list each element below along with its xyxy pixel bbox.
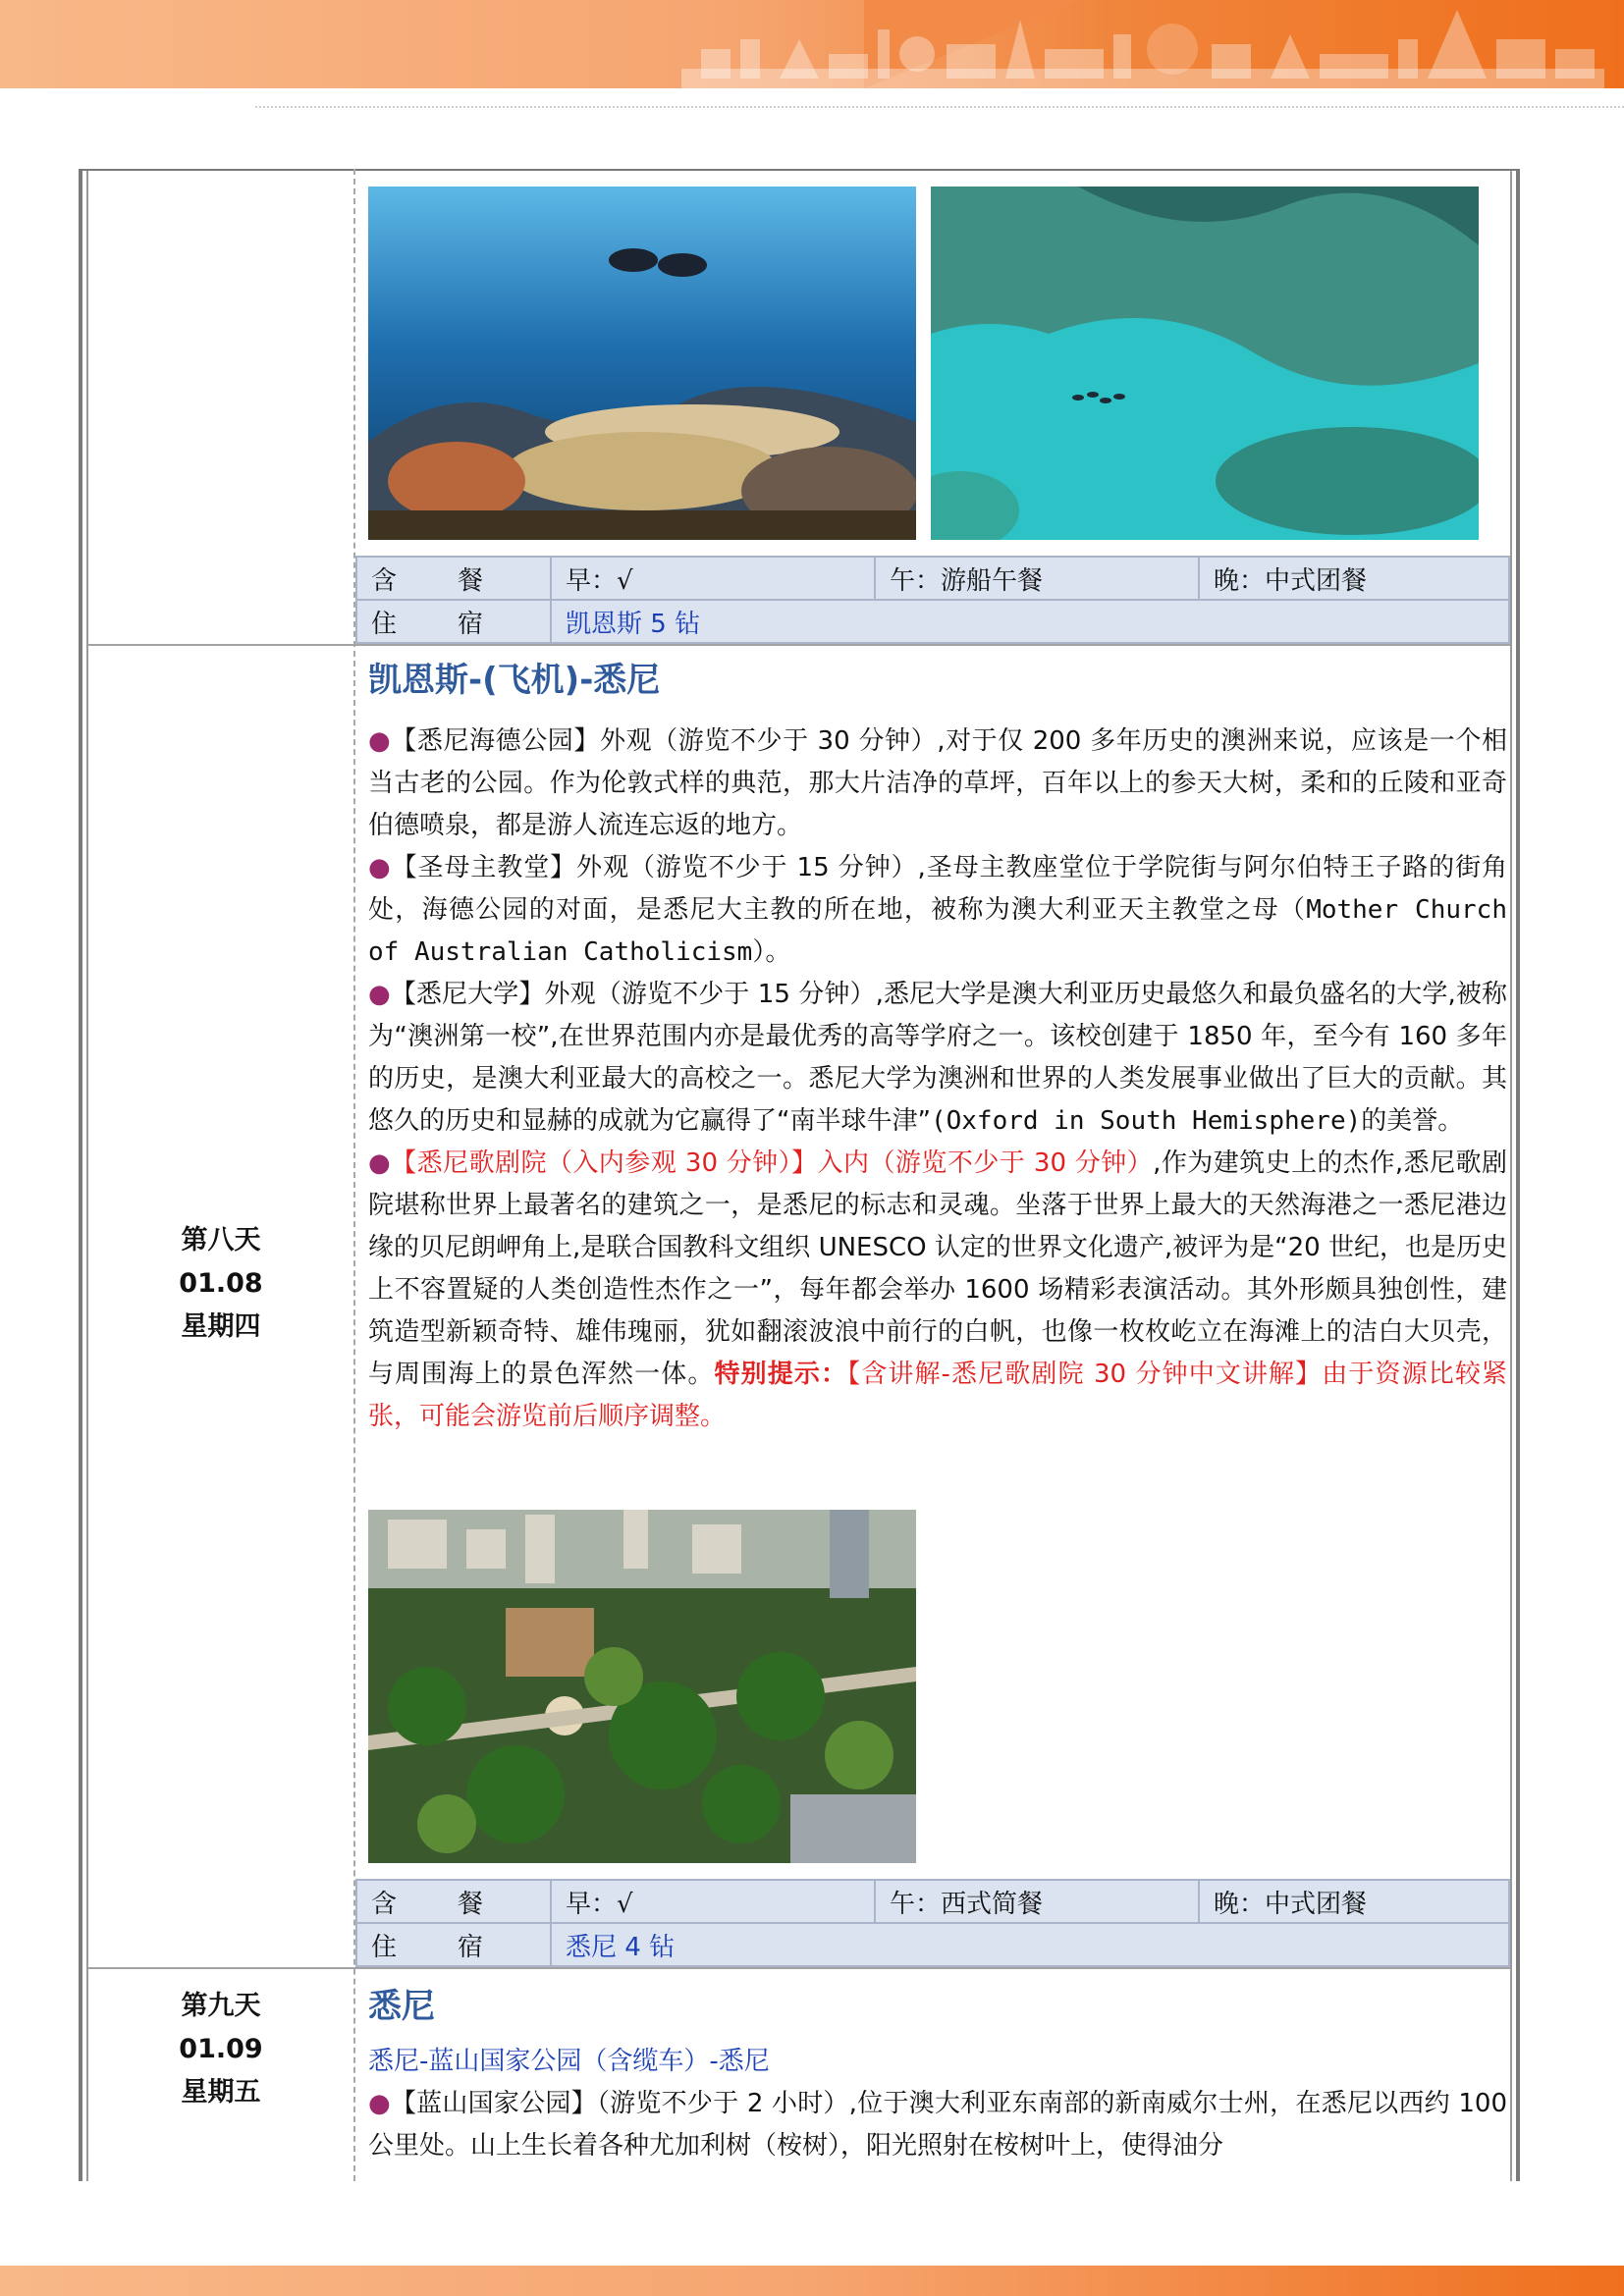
day-number: 第八天 [181,1225,261,1255]
day9-blue-mountains [368,2083,1507,2167]
row-divider [88,644,1510,646]
photo-hyde-park-aerial [368,1510,916,1863]
day8-sydney-university [368,974,1507,1143]
lunch-cell: 午：西式简餐 [875,1880,1199,1923]
attraction-text: 外观（游览不少于 30 分钟）,对于仅 200 多年历史的澳洲来说，应该是一个相当古老的公园。作为伦敦式样的典范，那大片洁净的草坪，百年以上的参天大树，柔和的丘陵和亚奇伯德喷泉，都是游人流连忘返的地方。 [368,726,1507,840]
hotel-value: 悉尼 4 钻 [551,1923,1509,1966]
day9-content [368,1979,1507,2167]
day-date: 01.09 [179,2034,263,2064]
photo-snorkel-reef [368,187,916,540]
bullet-icon: ● [368,980,391,1009]
bullet-icon: ● [368,1148,392,1178]
day8-opera-house [368,1143,1507,1438]
photo-aerial-reef [931,187,1479,540]
day8-label [88,1219,353,1349]
day-weekday: 星期五 [181,2077,261,2108]
attraction-english: (Oxford in South Hemisphere)的美誉。 [930,1106,1464,1136]
bullet-icon: ● [368,2089,391,2118]
bullet-icon: ● [368,853,392,882]
special-tip-label: 特别提示： [714,1360,848,1389]
attraction-name: 【圣母主教堂】 [391,853,577,882]
day-weekday: 星期四 [181,1311,261,1342]
hotel-label: 住 宿 [356,600,551,643]
day-date: 01.08 [179,1268,263,1299]
dinner-cell: 晚：中式团餐 [1199,1880,1509,1923]
day9-route: 悉尼-蓝山国家公园（含缆车）-悉尼 [368,2047,770,2076]
day8-title: 凯恩斯-(飞机)-悉尼 [368,661,661,700]
day8-hyde-park [368,721,1507,847]
hotel-value: 凯恩斯 5 钻 [551,600,1509,643]
hotel-label: 住 宿 [356,1923,551,1966]
bullet-icon: ● [368,726,392,756]
day8-meal-table [355,1879,1510,1967]
special-tip-text: 【含讲解-悉尼歌剧院 30 分钟中文讲解】由于资源比较紧张，可能会游览前后顺序调整。 [368,1360,1507,1431]
day-number: 第九天 [181,1991,261,2021]
lunch-cell: 午：游船午餐 [875,557,1199,600]
breakfast-cell: 早：√ [551,1880,875,1923]
city-skyline-icon [681,10,1604,88]
attraction-name: 【悉尼海德公园】 [391,726,600,756]
day9-label [88,1985,353,2114]
top-banner [0,0,1624,88]
attraction-text: （游览不少于 2 小时）,位于澳大利亚东南部的新南威尔士州，在悉尼以西约 100 公里处。山上生长着各种尤加利树（桉树），阳光照射在桉树叶上，使得油分 [368,2089,1507,2161]
attraction-name: 【悉尼歌剧院（入内参观 30 分钟）】入内（游览不少于 30 分钟） [391,1148,1154,1178]
attraction-text: 外观（游览不少于 15 分钟）,悉尼大学是澳大利亚历史最悠久和最负盛名的大学,被称为“澳洲第一校”,在世界范围内亦是最优秀的高等学府之一。该校创建于 1850 年，至今有 160 多年的历史，是澳大利亚最大的高校之一。悉尼大学为澳洲和世界的人类发展事业做出了巨大的贡献。其悠久的历史和显赫的成就为它赢得了“南半球牛津” [368,980,1507,1136]
bottom-banner [0,2266,1624,2296]
attraction-text: 外观（游览不少于 15 分钟）,圣母主教座堂位于学院街与阿尔伯特王子路的街角处，海德公园的对面，是悉尼大主教的所在地，被称为澳大利亚天主教堂之母 [368,853,1507,925]
row-divider [88,1967,1510,1969]
itinerary-table [79,169,1520,2181]
attraction-english: （Mother Church of Australian Catholicism）。 [368,895,1507,967]
day9-title: 悉尼 [368,1987,435,2026]
meal-label: 含 餐 [356,557,551,600]
day8-st-mary-cathedral [368,847,1507,974]
dinner-cell: 晚：中式团餐 [1199,557,1509,600]
attraction-text: ,作为建筑史上的杰作,悉尼歌剧院堪称世界上最著名的建筑之一，是悉尼的标志和灵魂。坐落于世界上最大的天然海港之一悉尼港边缘的贝尼朗岬角上,是联合国教科文组织 UNESCO 认定的世界文化遗产,被评为是“20 世纪，也是历史上不容置疑的人类创造性杰作之一”，每年都会举办 1600 场精彩表演活动。其外形颇具独创性，建筑造型新颖奇特、雄伟瑰丽，犹如翻滚波浪中前行的白帆，也像一枚枚屹立在海滩上的洁白大贝壳，与周围海上的景色浑然一体。 [368,1148,1508,1389]
day7-meal-table [355,556,1510,644]
breakfast-cell: 早：√ [551,557,875,600]
attraction-name: 【蓝山国家公园】 [390,2089,597,2118]
attraction-name: 【悉尼大学】 [390,980,545,1009]
header-divider [255,106,1624,108]
meal-label: 含 餐 [356,1880,551,1923]
day8-content [368,656,1507,1438]
